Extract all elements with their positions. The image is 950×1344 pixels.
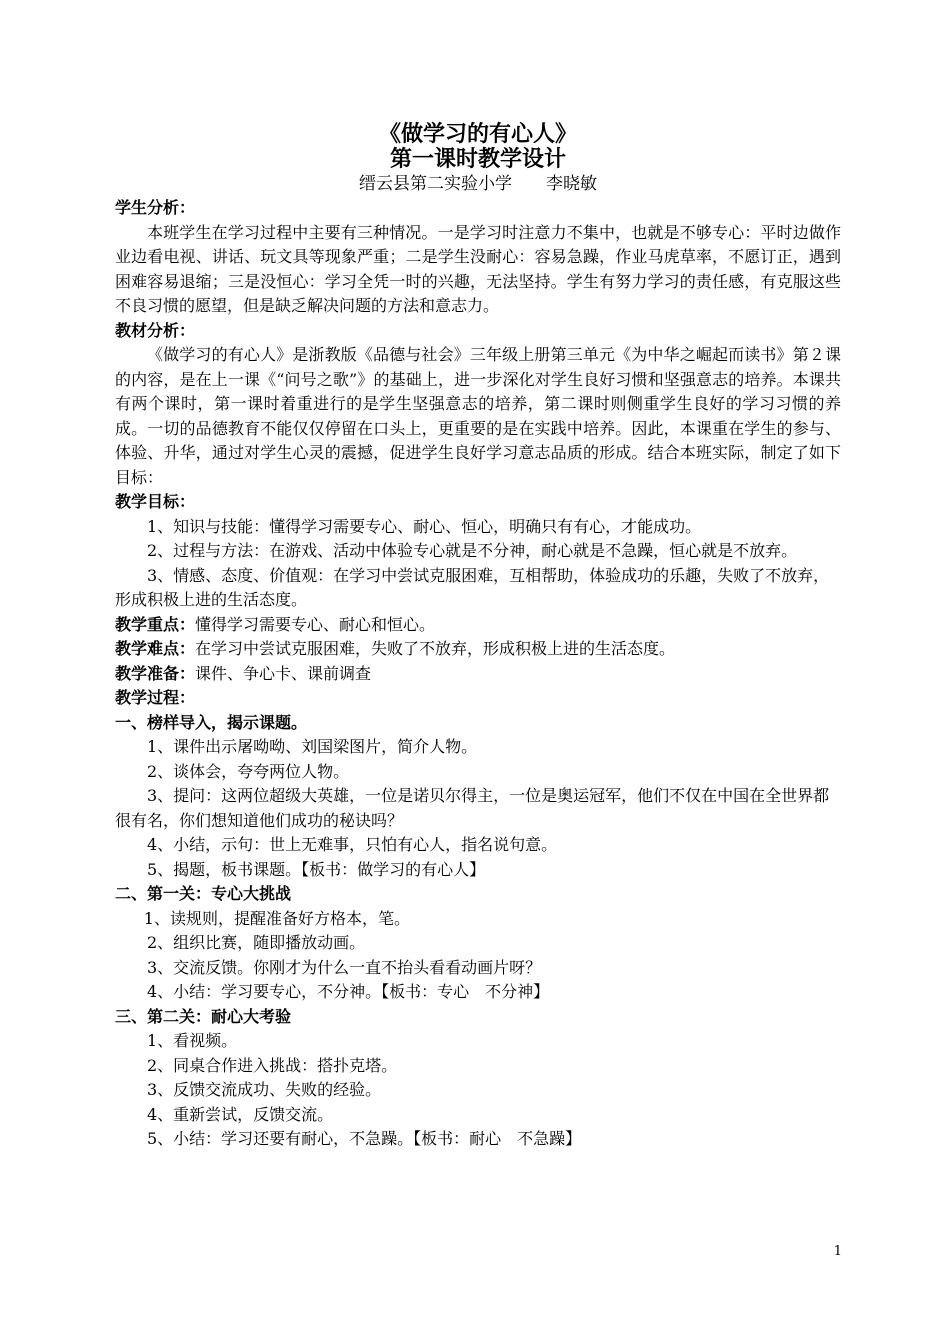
part1-item: 5、揭题，板书课题。【板书：做学习的有心人】 [147,859,486,879]
document-title: 《做学习的有心人》 [378,121,577,147]
difficulty-label: 教学难点： [115,639,196,658]
difficulty-line [115,637,841,662]
goals-heading: 教学目标： [115,492,196,511]
process-heading: 教学过程： [115,688,196,707]
key-point-label: 教学重点： [115,614,196,634]
part3-item: 5、小结：学习还要有耐心，不急躁。【板书：耐心 不急躁】 [147,1129,582,1148]
key-point-line [115,613,841,638]
part1-item: 4、小结，示句：世上无难事，只怕有心人，指名说句意。 [147,835,558,854]
document-page [115,122,841,1152]
student-analysis-text: 本班学生在学习过程中主要有三种情况。一是学习时注意力不集中，也就是不够专心：平时边做作业边看电视、讲话、玩文具等现象严重；二是学生没耐心：容易急躁，作业马虎草率，不愿订正，遇到困难容易退缩；三是没恒心：学习全凭一时的兴趣，无法坚持。学生有努力学习的责任感，有克服这些不良习惯的愿望，但是缺乏解决问题的方法和意志力。 [115,222,841,315]
document-subtitle: 第一课时教学设计 [389,146,566,172]
part3-item: 4、重新尝试，反馈交流。 [147,1104,334,1124]
goal-item: 3、情感、态度、价值观：在学习中尝试克服困难，互相帮助，体验成功的乐趣，失败了不放弃，形成积极上进的生活态度。 [115,565,830,609]
page-number: 1 [833,1244,842,1259]
part2-item: 2、组织比赛，随即播放动画。 [147,933,366,952]
part2-item: 1、读规则，提醒准备好方格本，笔。 [143,908,410,928]
goal-item: 2、过程与方法：在游戏、活动中体验专心就是不分神，耐心就是不急躁，恒心就是不放弃。 [147,541,798,560]
preparation-line [115,662,841,687]
part3-item: 2、同桌合作进入挑战：搭扑克塔。 [147,1055,398,1075]
difficulty-text: 在学习中尝试克服困难，失败了不放弃，形成积极上进的生活态度。 [195,639,676,658]
author-line: 缙云县第二实验小学 李晓敏 [359,174,597,194]
part3-item: 1、看视频。 [147,1031,238,1050]
part1-heading: 一、榜样导入，揭示课题。 [115,712,308,732]
key-point-text: 懂得学习需要专心、耐心和恒心。 [195,614,436,634]
part3-item: 3、反馈交流成功、失败的经验。 [147,1080,382,1099]
part1-item: 2、谈体会，夸夸两位人物。 [147,761,350,781]
material-analysis-text: 《做学习的有心人》是浙教版《品德与社会》三年级上册第三单元《为中华之崛起而读书》第２课的内容，是在上一课《“问号之歌”》的基础上，进一步深化对学生良好习惯和坚强意志的培养。本课共有两个课时，第一课时着重进行的是学生坚强意志的培养，第二课时则侧重学生良好的学习习惯的养成。一切的品德教育不能仅仅停留在口头上，更重要的是在实践中培养。因此，本课重在学生的参与、体验、升华，通过对学生心灵的震撼，促进学生良好学习意志品质的形成。结合本班实际，制定了如下目标： [115,345,841,487]
part2-heading: 二、第一关：专心大挑战 [115,884,292,903]
part1-item: 1、课件出示屠呦呦、刘国梁图片，简介人物。 [147,737,478,756]
preparation-text: 课件、争心卡、课前调查 [195,663,372,683]
student-analysis-heading: 学生分析： [115,198,196,217]
material-analysis-heading: 教材分析： [115,320,196,340]
part2-item: 3、交流反馈。你刚才为什么一直不抬头看看动画片呀？ [147,957,542,977]
part3-heading: 三、第二关：耐心大考验 [115,1006,292,1026]
preparation-label: 教学准备： [115,663,196,683]
part1-item: 3、提问：这两位超级大英雄，一位是诺贝尔得主，一位是奥运冠军，他们不仅在中国在全世界都很有名，你们想知道他们成功的秘诀吗？ [115,786,830,830]
part2-item: 4、小结：学习要专心，不分神。【板书：专心 不分神】 [147,982,550,1001]
goal-item: 1、知识与技能：懂得学习需要专心、耐心、恒心，明确只有有心，才能成功。 [147,516,702,536]
